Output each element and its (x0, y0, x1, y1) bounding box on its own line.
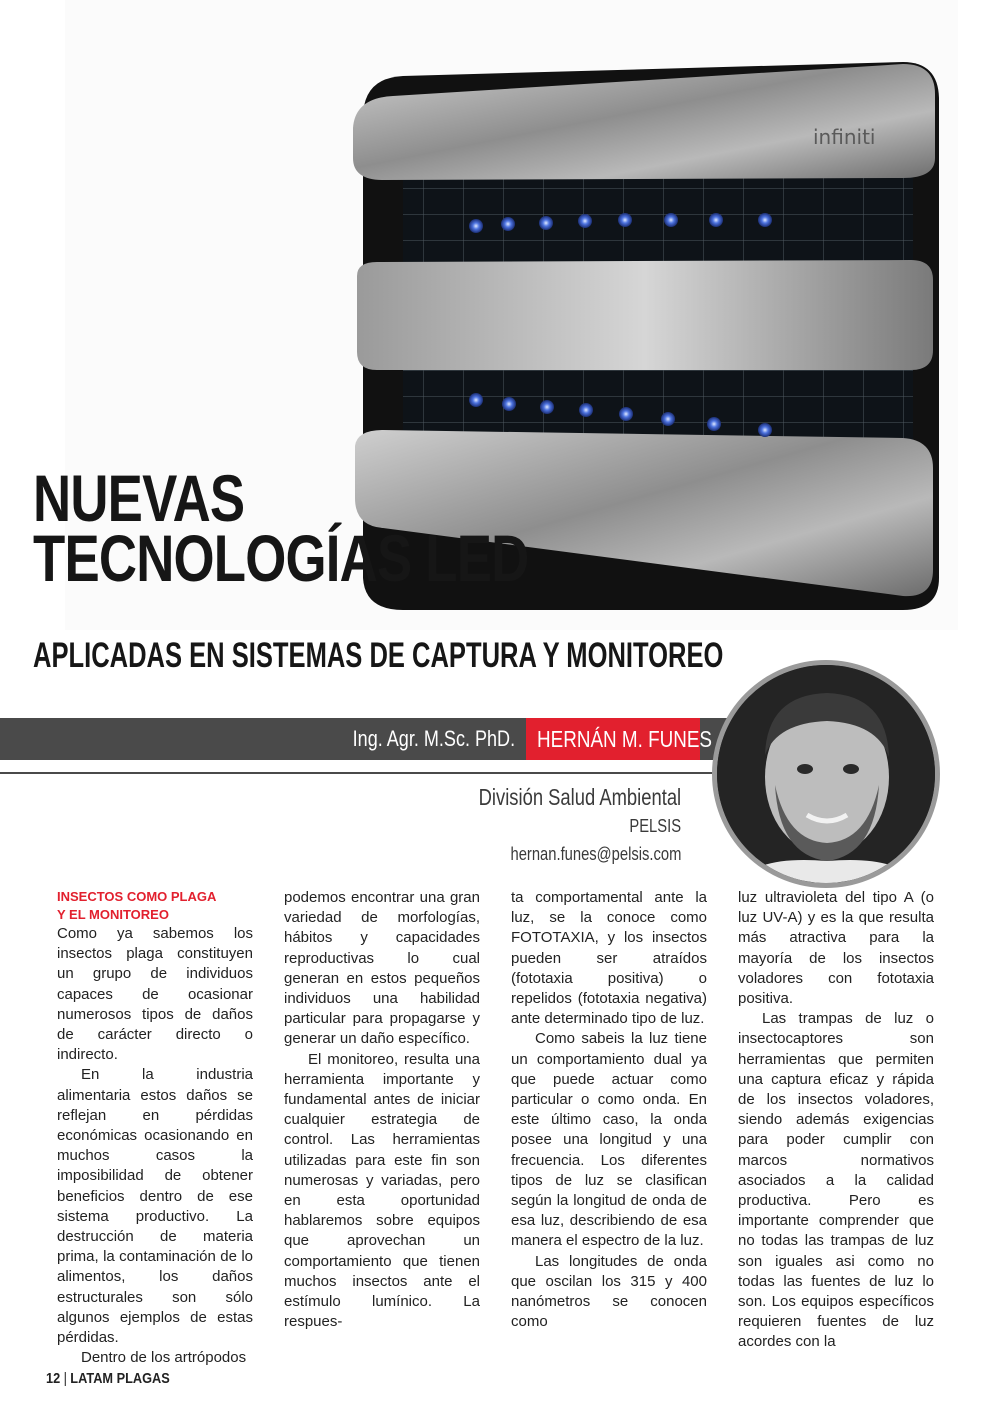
paragraph: El monitoreo, resulta una herramienta importante y fundamental antes de iniciar cualquier estrategia de control. Las herramientas utilizadas para este fin son numerosas y variadas, pero en esta oportunidad hablaremos sobre equipos que aprovechan un comportamiento que tienen muchos insectos ante el estímulo lumínico. La respues- (284, 1050, 480, 1331)
section-heading-line-2: Y EL MONITOREO (57, 907, 169, 922)
author-organization: PELSIS (629, 816, 681, 836)
paragraph: En la industria alimentaria estos daños se reflejan en pérdidas económicas ocasionando en muchos casos la imposibilidad de obtener beneficios dentro de ese sistema productivo. La destrucción de materia prima, la contaminación de lo alimentos, los daños estructurales son sólo algunos ejemplos de estas pérdidas. (57, 1066, 253, 1347)
section-heading (57, 888, 253, 924)
title-line-2: TECNOLOGÍAS LED (33, 521, 529, 595)
brand-logo-text: infiniti (813, 125, 876, 149)
paragraph: Como ya sabemos los insectos plaga constituyen un grupo de individuos capaces de ocasionar numerosos tipos de daños de carácter directo o indirecto. (57, 925, 253, 1064)
footer-separator: | (63, 1370, 67, 1387)
body-column-3 (511, 888, 707, 1332)
author-credentials: Ing. Agr. M.Sc. PhD. (352, 726, 515, 751)
page-footer (46, 1370, 170, 1387)
article-title (33, 461, 529, 595)
article-subtitle: APLICADAS EN SISTEMAS DE CAPTURA Y MONITOREO (33, 636, 724, 675)
author-name: HERNÁN M. FUNES (537, 726, 712, 752)
paragraph: Como sabeis la luz tiene un comportamiento dual ya que puede actuar como particular o como onda. En este último caso, la onda posee una longitud y una frecuencia. Los diferentes tipos de luz se clasifican según la longitud de onda de esa luz, describiendo de esa manera el espectro de la luz. (511, 1030, 707, 1250)
paragraph: Las longitudes de onda que oscilan los 315 y 400 nanómetros se conocen como (511, 1252, 707, 1331)
title-line-1: NUEVAS (33, 461, 245, 535)
body-column-2 (284, 888, 480, 1332)
paragraph: Dentro de los artrópodos (81, 1349, 247, 1367)
paragraph: podemos encontrar una gran variedad de morfologías, hábitos y capacidades reproductivas lo cual generan en estos pequeños individuos una habilidad particular para propagarse y generar un daño específico. (284, 889, 480, 1048)
paragraph: Las trampas de luz o insectocaptores son herramientas que permiten una captura eficaz y rápida de los insectos voladores, siendo además exigencias para poder cumplir con marcos normativos asociados a la calidad productiva. Pero es importante comprender que no todas las trampas de luz son iguales asi como no todas las fuentes de luz lo son. Los equipos específicos requieren fuentes de luz acordes con la (738, 1010, 934, 1351)
author-portrait (712, 660, 940, 888)
paragraph: ta comportamental ante la luz, se la conoce como FOTOTAXIA, y los insectos pueden ser atraídos (fototaxia positiva) o repelidos (fototaxia negativa) ante determinado tipo de luz. (511, 889, 707, 1028)
section-heading-line-1: INSECTOS COMO PLAGA (57, 889, 217, 904)
paragraph: luz ultravioleta del tipo A (o luz UV-A) y es la que resulta más atractiva para la mayoría de los insectos voladores con fototaxia positiva. (738, 889, 934, 1008)
author-band-underline (0, 772, 760, 774)
page-number: 12 (46, 1370, 61, 1387)
body-column-4 (738, 888, 934, 1353)
author-division: División Salud Ambiental (478, 784, 681, 810)
magazine-name: LATAM PLAGAS (70, 1370, 170, 1387)
body-column-1 (57, 888, 253, 1368)
author-email: hernan.funes@pelsis.com (510, 844, 681, 864)
